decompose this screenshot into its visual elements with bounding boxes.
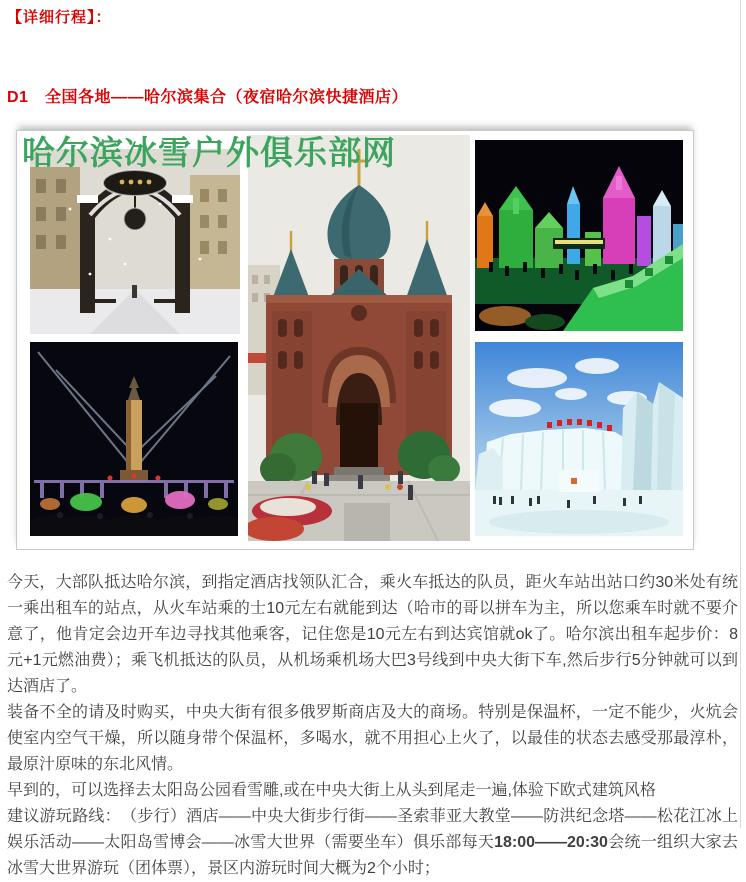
flood-control-monument-night-photo bbox=[30, 342, 238, 536]
itinerary-paragraph-route bbox=[7, 804, 738, 882]
day1-heading: D1 全国各地——哈尔滨集合（夜宿哈尔滨快捷酒店） bbox=[7, 89, 408, 106]
itinerary-paragraph-gear: 装备不全的请及时购买，中央大街有很多俄罗斯商店及大的商场。特别是保温杯，一定不能少，火炕会使室内空气干燥，所以随身带个保温杯，多喝水，就不用担心上火了，以最佳的状态去感受那最淳朴，最原汁原味的东北风情。 bbox=[7, 704, 738, 773]
itinerary-paragraph-early: 早到的，可以选择去太阳岛公园看雪雕,或在中央大街上从头到尾走一遍,体验下欧式建筑风格 bbox=[7, 782, 656, 799]
route-text-prefix: 建议游玩路线： （步行）酒店——中央大街步行街——圣索菲亚大教堂——防洪纪念塔——松花江冰上娱乐活动——太阳岛雪博会——冰雪大世界（需要坐车）俱乐部每天 bbox=[7, 808, 738, 851]
club-watermark-text: 哈尔滨冰雪户外俱乐部网 bbox=[22, 134, 396, 171]
route-time-range: 18:00——20:30 bbox=[494, 834, 608, 851]
route-text-suffix: 会统一组织大家去冰雪大世界游玩（团体票），景区内游玩时间大概为2个小时； bbox=[7, 834, 738, 877]
section-title: 【详细行程】： bbox=[7, 9, 112, 26]
itinerary-paragraph-arrival: 今天，大部队抵达哈尔滨，到指定酒店找领队汇合，乘火车抵达的队员，距火车站出站口约30米处有统一乘出租车的站点，从火车站乘的士10元左右就能到达（哈市的哥以拼车为主，所以您乘车时就不要介意了，他肯定会边开车边寻找其他乘客，记住您是10元左右到达宾馆就ok了。哈尔滨出租车起步价：8元+1元燃油费）；乘飞机抵达的队员，从机场乘机场大巴3号线到中央大街下车,然后步行5分钟就可以到达酒店了。 bbox=[7, 574, 738, 695]
page-right-edge-line bbox=[740, 0, 741, 828]
sun-island-ice-wall-photo bbox=[475, 342, 683, 536]
ice-and-snow-world-night-photo bbox=[475, 140, 683, 331]
saint-sophia-cathedral-photo bbox=[248, 135, 470, 541]
photo-collage bbox=[16, 130, 694, 550]
central-street-snow-arch-photo bbox=[30, 149, 240, 334]
itinerary-text bbox=[7, 570, 738, 882]
